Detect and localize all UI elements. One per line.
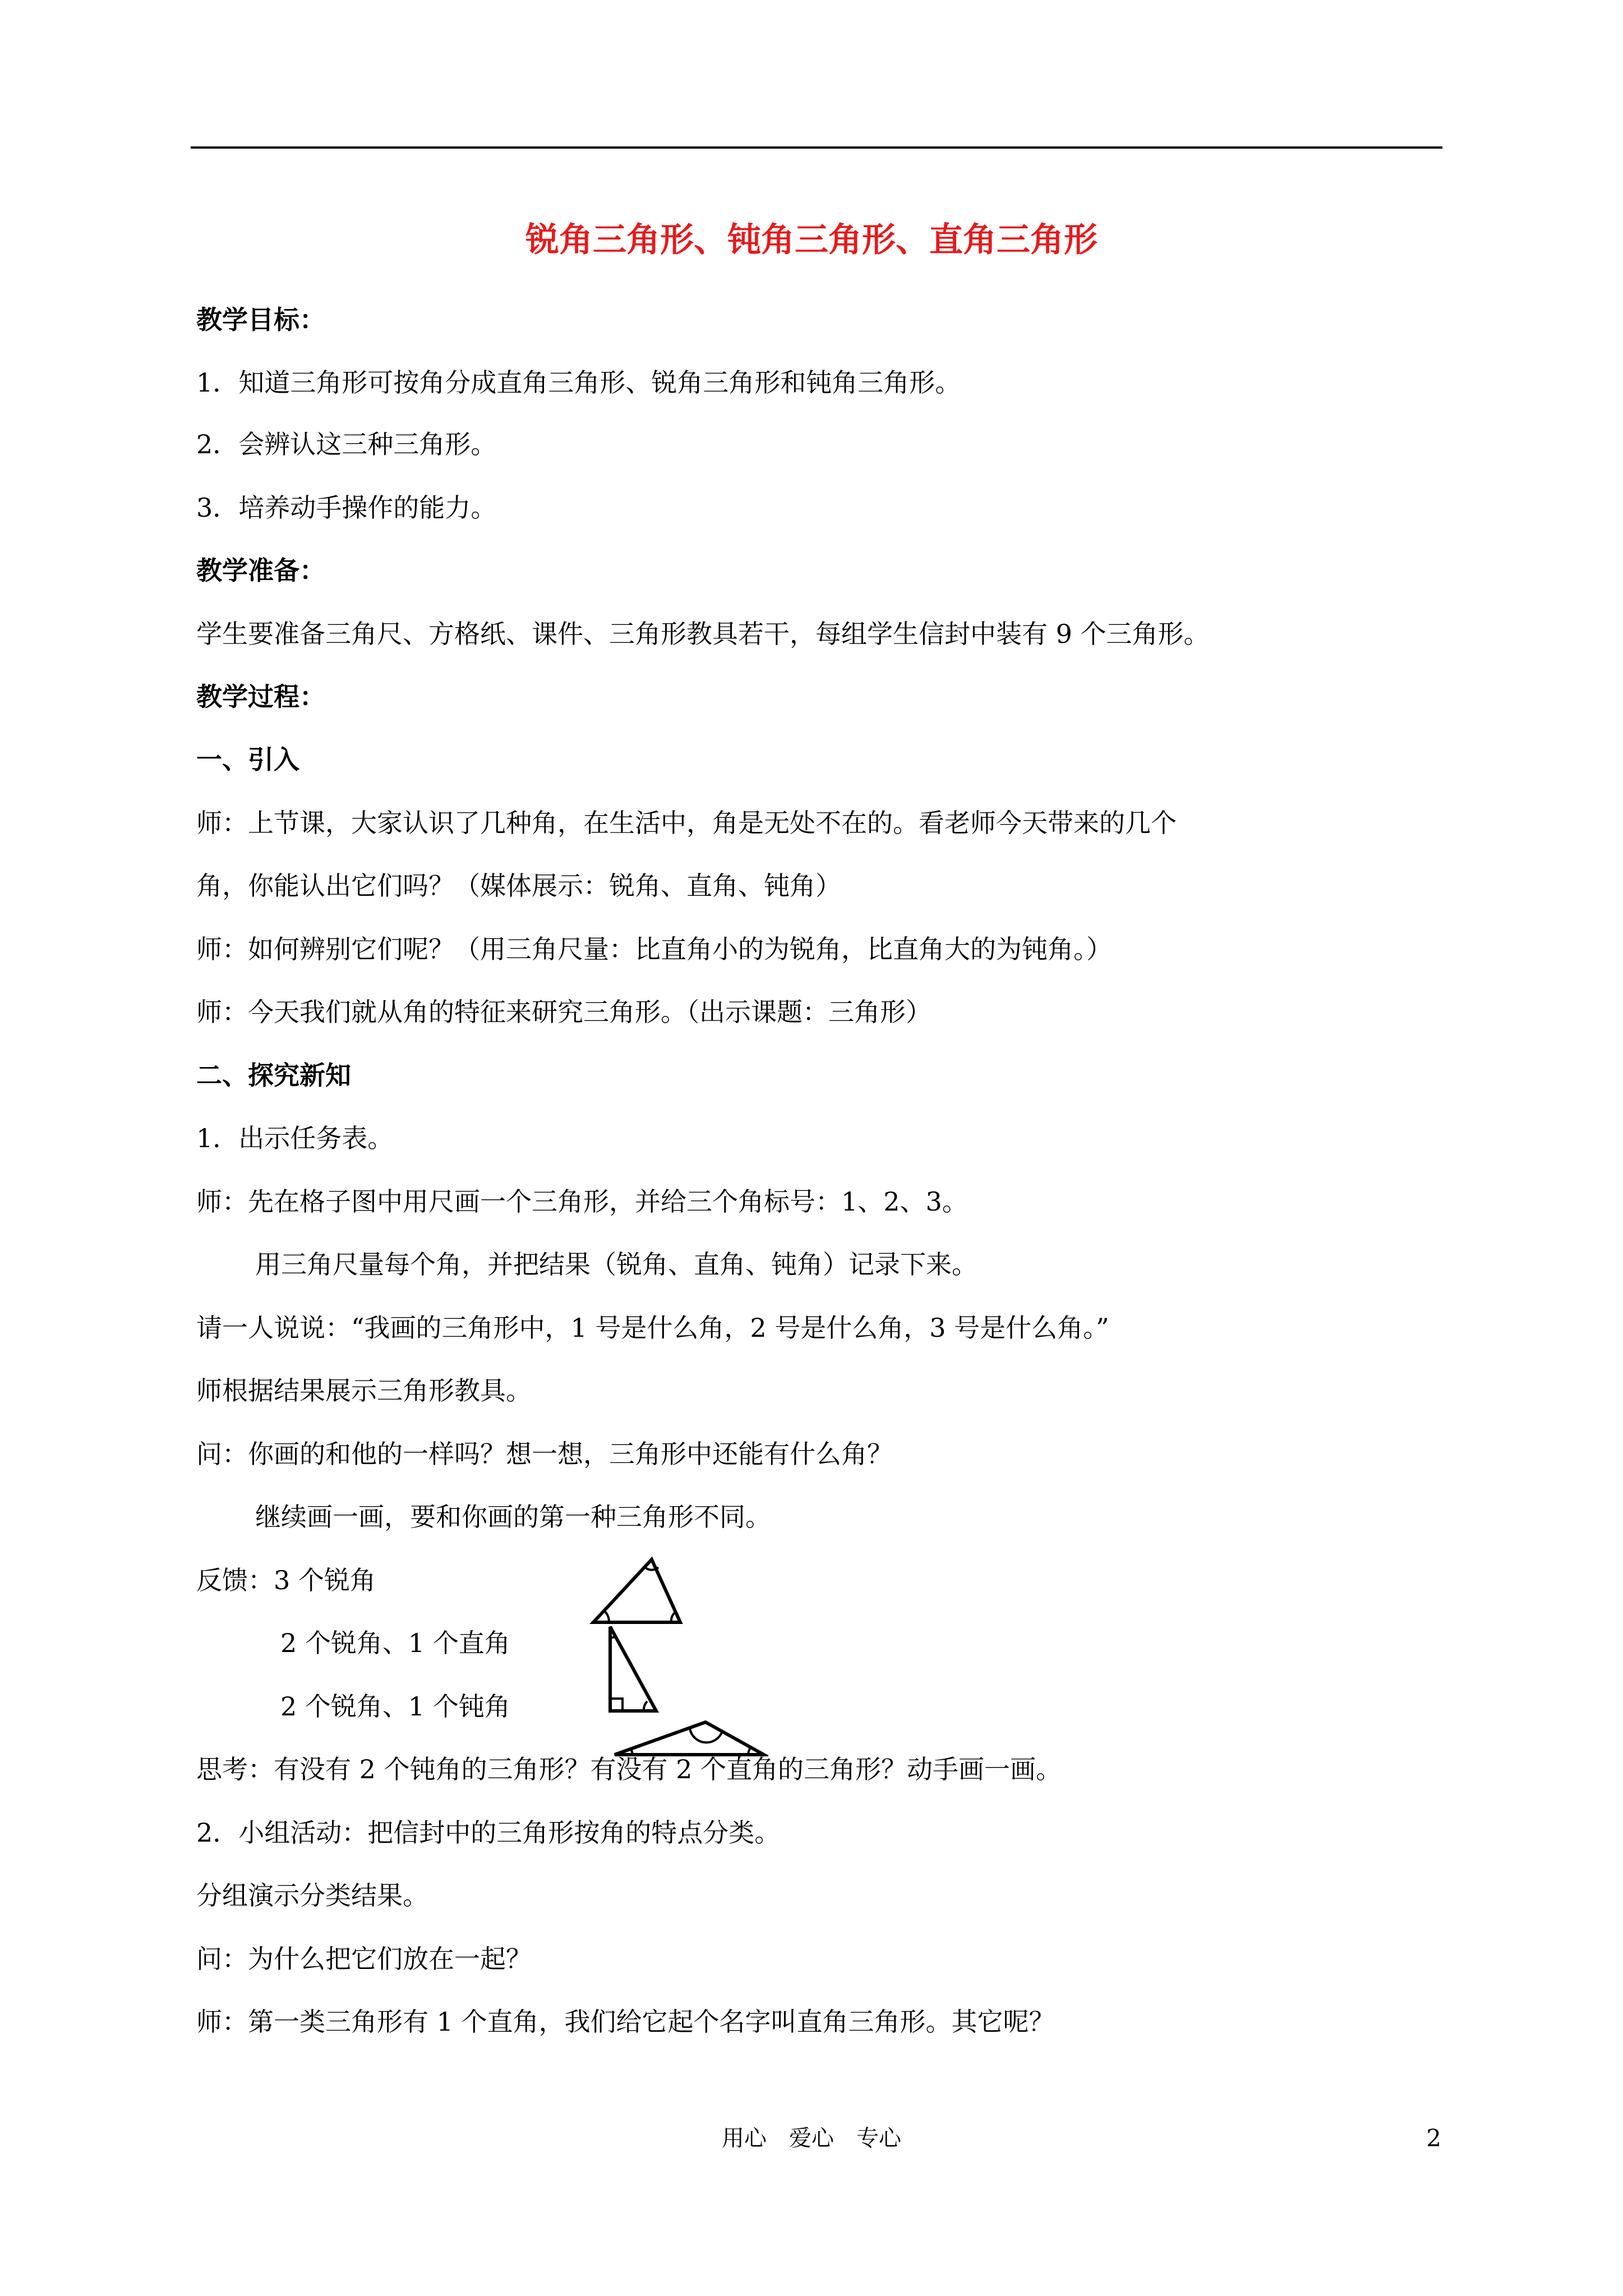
page-number: 2: [1426, 2124, 1441, 2152]
triangle-figure: [589, 1554, 768, 1761]
paragraph-line: 师：今天我们就从角的特征来研究三角形。（出示课题：三角形）: [196, 997, 932, 1027]
feedback-acute-triangle: 反馈：3 个锐角: [196, 1565, 376, 1595]
paragraph-line: 思考：有没有 2 个钝角的三角形？有没有 2 个直角的三角形？动手画一画。: [196, 1754, 1062, 1784]
objective-3: 3．培养动手操作的能力。: [196, 493, 497, 523]
paragraph-line: 师：上节课，大家认识了几种角，在生活中，角是无处不在的。看老师今天带来的几个: [196, 808, 1177, 838]
footer-slogan: 用心 爱心 专心: [722, 2125, 901, 2151]
paragraph-line: 分组演示分类结果。: [196, 1880, 428, 1911]
feedback-right-triangle: 2 个锐角、1 个直角: [280, 1628, 510, 1658]
heading-teaching-preparation: 教学准备：: [196, 555, 325, 586]
heading-teaching-process: 教学过程：: [196, 682, 325, 712]
right-triangle-icon: [610, 1627, 656, 1711]
document-title: 锐角三角形、钝角三角形、直角三角形: [525, 220, 1098, 260]
paragraph-line: 师根据结果展示三角形教具。: [196, 1375, 532, 1406]
acute-triangle-icon: [593, 1559, 680, 1622]
heading-teaching-objectives: 教学目标：: [196, 305, 325, 335]
paragraph-line: 问：你画的和他的一样吗？想一想，三角形中还能有什么角？: [196, 1439, 893, 1469]
paragraph-line: 师：如何辨别它们呢？（用三角尺量：比直角小的为锐角，比直角大的为钝角。）: [196, 934, 1112, 964]
paragraph-line: 师：先在格子图中用尺画一个三角形，并给三个角标号：1、2、3。: [196, 1186, 968, 1217]
paragraph-line: 角，你能认出它们吗？（媒体展示：锐角、直角、钝角）: [196, 871, 841, 901]
obtuse-triangle-icon: [615, 1722, 764, 1755]
paragraph-line: 问：为什么把它们放在一起？: [196, 1944, 532, 1974]
header-rule: [191, 146, 1442, 149]
section-introduction: 一、引入: [196, 744, 299, 775]
section-explore-new-knowledge: 二、探究新知: [196, 1060, 351, 1091]
objective-2: 2．会辨认这三种三角形。: [196, 429, 497, 459]
objective-1: 1．知道三角形可按角分成直角三角形、锐角三角形和钝角三角形。: [196, 367, 961, 398]
paragraph-line: 请一人说说：“我画的三角形中，1 号是什么角，2 号是什么角，3 号是什么角。”: [196, 1313, 1109, 1343]
preparation-text: 学生要准备三角尺、方格纸、课件、三角形教具若干，每组学生信封中装有 9 个三角形。: [196, 619, 1210, 649]
paragraph-line: 继续画一画，要和你画的第一种三角形不同。: [255, 1502, 771, 1532]
paragraph-line: 用三角尺量每个角，并把结果（锐角、直角、钝角）记录下来。: [255, 1249, 978, 1280]
paragraph-line: 1．出示任务表。: [196, 1123, 394, 1153]
paragraph-line: 2．小组活动：把信封中的三角形按角的特点分类。: [196, 1818, 781, 1848]
feedback-obtuse-triangle: 2 个锐角、1 个钝角: [280, 1691, 510, 1722]
paragraph-line: 师：第一类三角形有 1 个直角，我们给它起个名字叫直角三角形。其它呢？: [196, 2007, 1055, 2037]
